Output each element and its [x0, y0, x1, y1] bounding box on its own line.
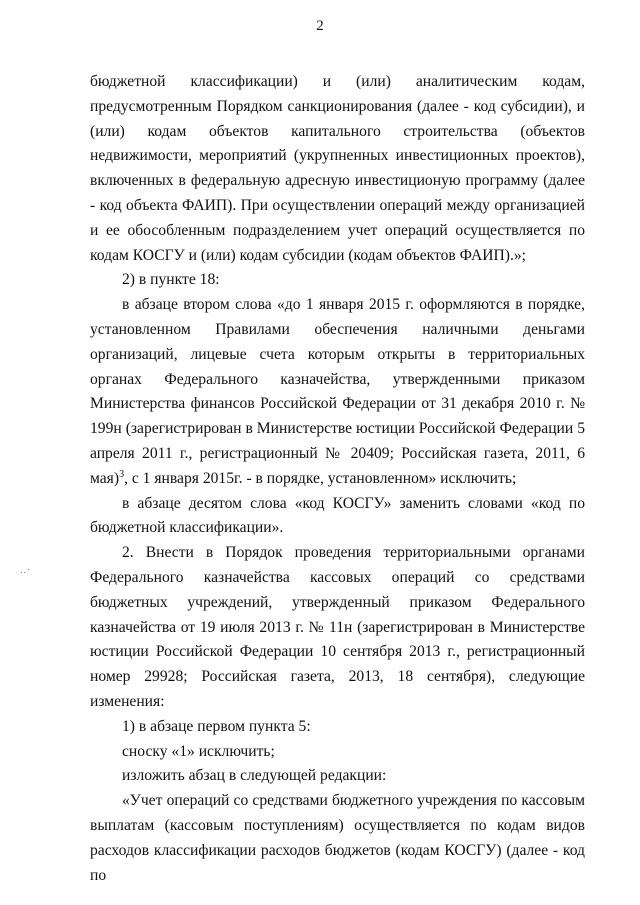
- page-number: 2: [316, 18, 324, 34]
- paragraph-abzac-vtoroy: [90, 293, 585, 491]
- paragraph-text-after: , с 1 января 2015г. - в порядке, установленном» исключить;: [124, 469, 517, 487]
- paragraph-text: в абзаце втором слова «до 1 января 2015 г. оформляются в порядке, установленном Правилами обеспечения наличными деньгами организаций, лицевые счета которым открыты в территориальных органах Федерального казначейства, утвержденными приказом Министерства финансов Российской Федерации от 31 декабря 2010 г. № 199н (зарегистрирован в Министерстве юстиции Российской Федерации 5 апреля 2011 г., регистрационный № 20409; Российская газета, 2011, 6 мая): [90, 296, 585, 487]
- paragraph-item-1: 1) в абзаце первом пункта 5:: [122, 717, 311, 735]
- paragraph-new-wording: изложить абзац в следующей редакции:: [122, 767, 387, 785]
- paragraph-item-2-amend: 2. Внести в Порядок проведения территориальными органами Федерального казначейства кассовых операций со средствами бюджетных учреждений, утвержденный приказом Федерального казначейства от 19 июля 2013 г. № 11н (зарегистрирован в Министерстве юстиции Российской Федерации 10 сентября 2013 г., регистрационный номер 29928; Российская газета, 2013, 18 сентября), следующие изменения:: [90, 544, 585, 710]
- paragraph-continuation: бюджетной классификации) и (или) аналитическим кодам, предусмотренным Порядком санкционирования (далее - код субсидии), и (или) кодам объектов капитального строительства (объектов недвижимости, мероприятий (укрупненных инвестиционных проектов), включенных в федеральную адресную инвестиционую программу (далее - код объекта ФАИП). При осуществлении операций между организацией и ее обособленным подразделением учет операций осуществляется по кодам КОСГУ и (или) кодам субсидии (кодам объектов ФАИП).»;: [90, 73, 585, 264]
- paragraph-quoted-text: «Учет операций со средствами бюджетного учреждения по кассовым выплатам (кассовым поступлениям) осуществляется по кодам видов расходов классификации расходов бюджетов (кодам КОСГУ) (далее - код по: [90, 792, 585, 884]
- footnote-mark: 3: [119, 468, 125, 480]
- margin-mark: ..·: [20, 565, 32, 576]
- paragraph-item-2: 2) в пункте 18:: [122, 271, 220, 289]
- paragraph-footnote-remove: сноску «1» исключить;: [122, 742, 275, 760]
- paragraph-abzac-desyatom: в абзаце десятом слова «код КОСГУ» заменить словами «код по бюджетной классификации».: [90, 494, 585, 537]
- document-body: [90, 70, 585, 888]
